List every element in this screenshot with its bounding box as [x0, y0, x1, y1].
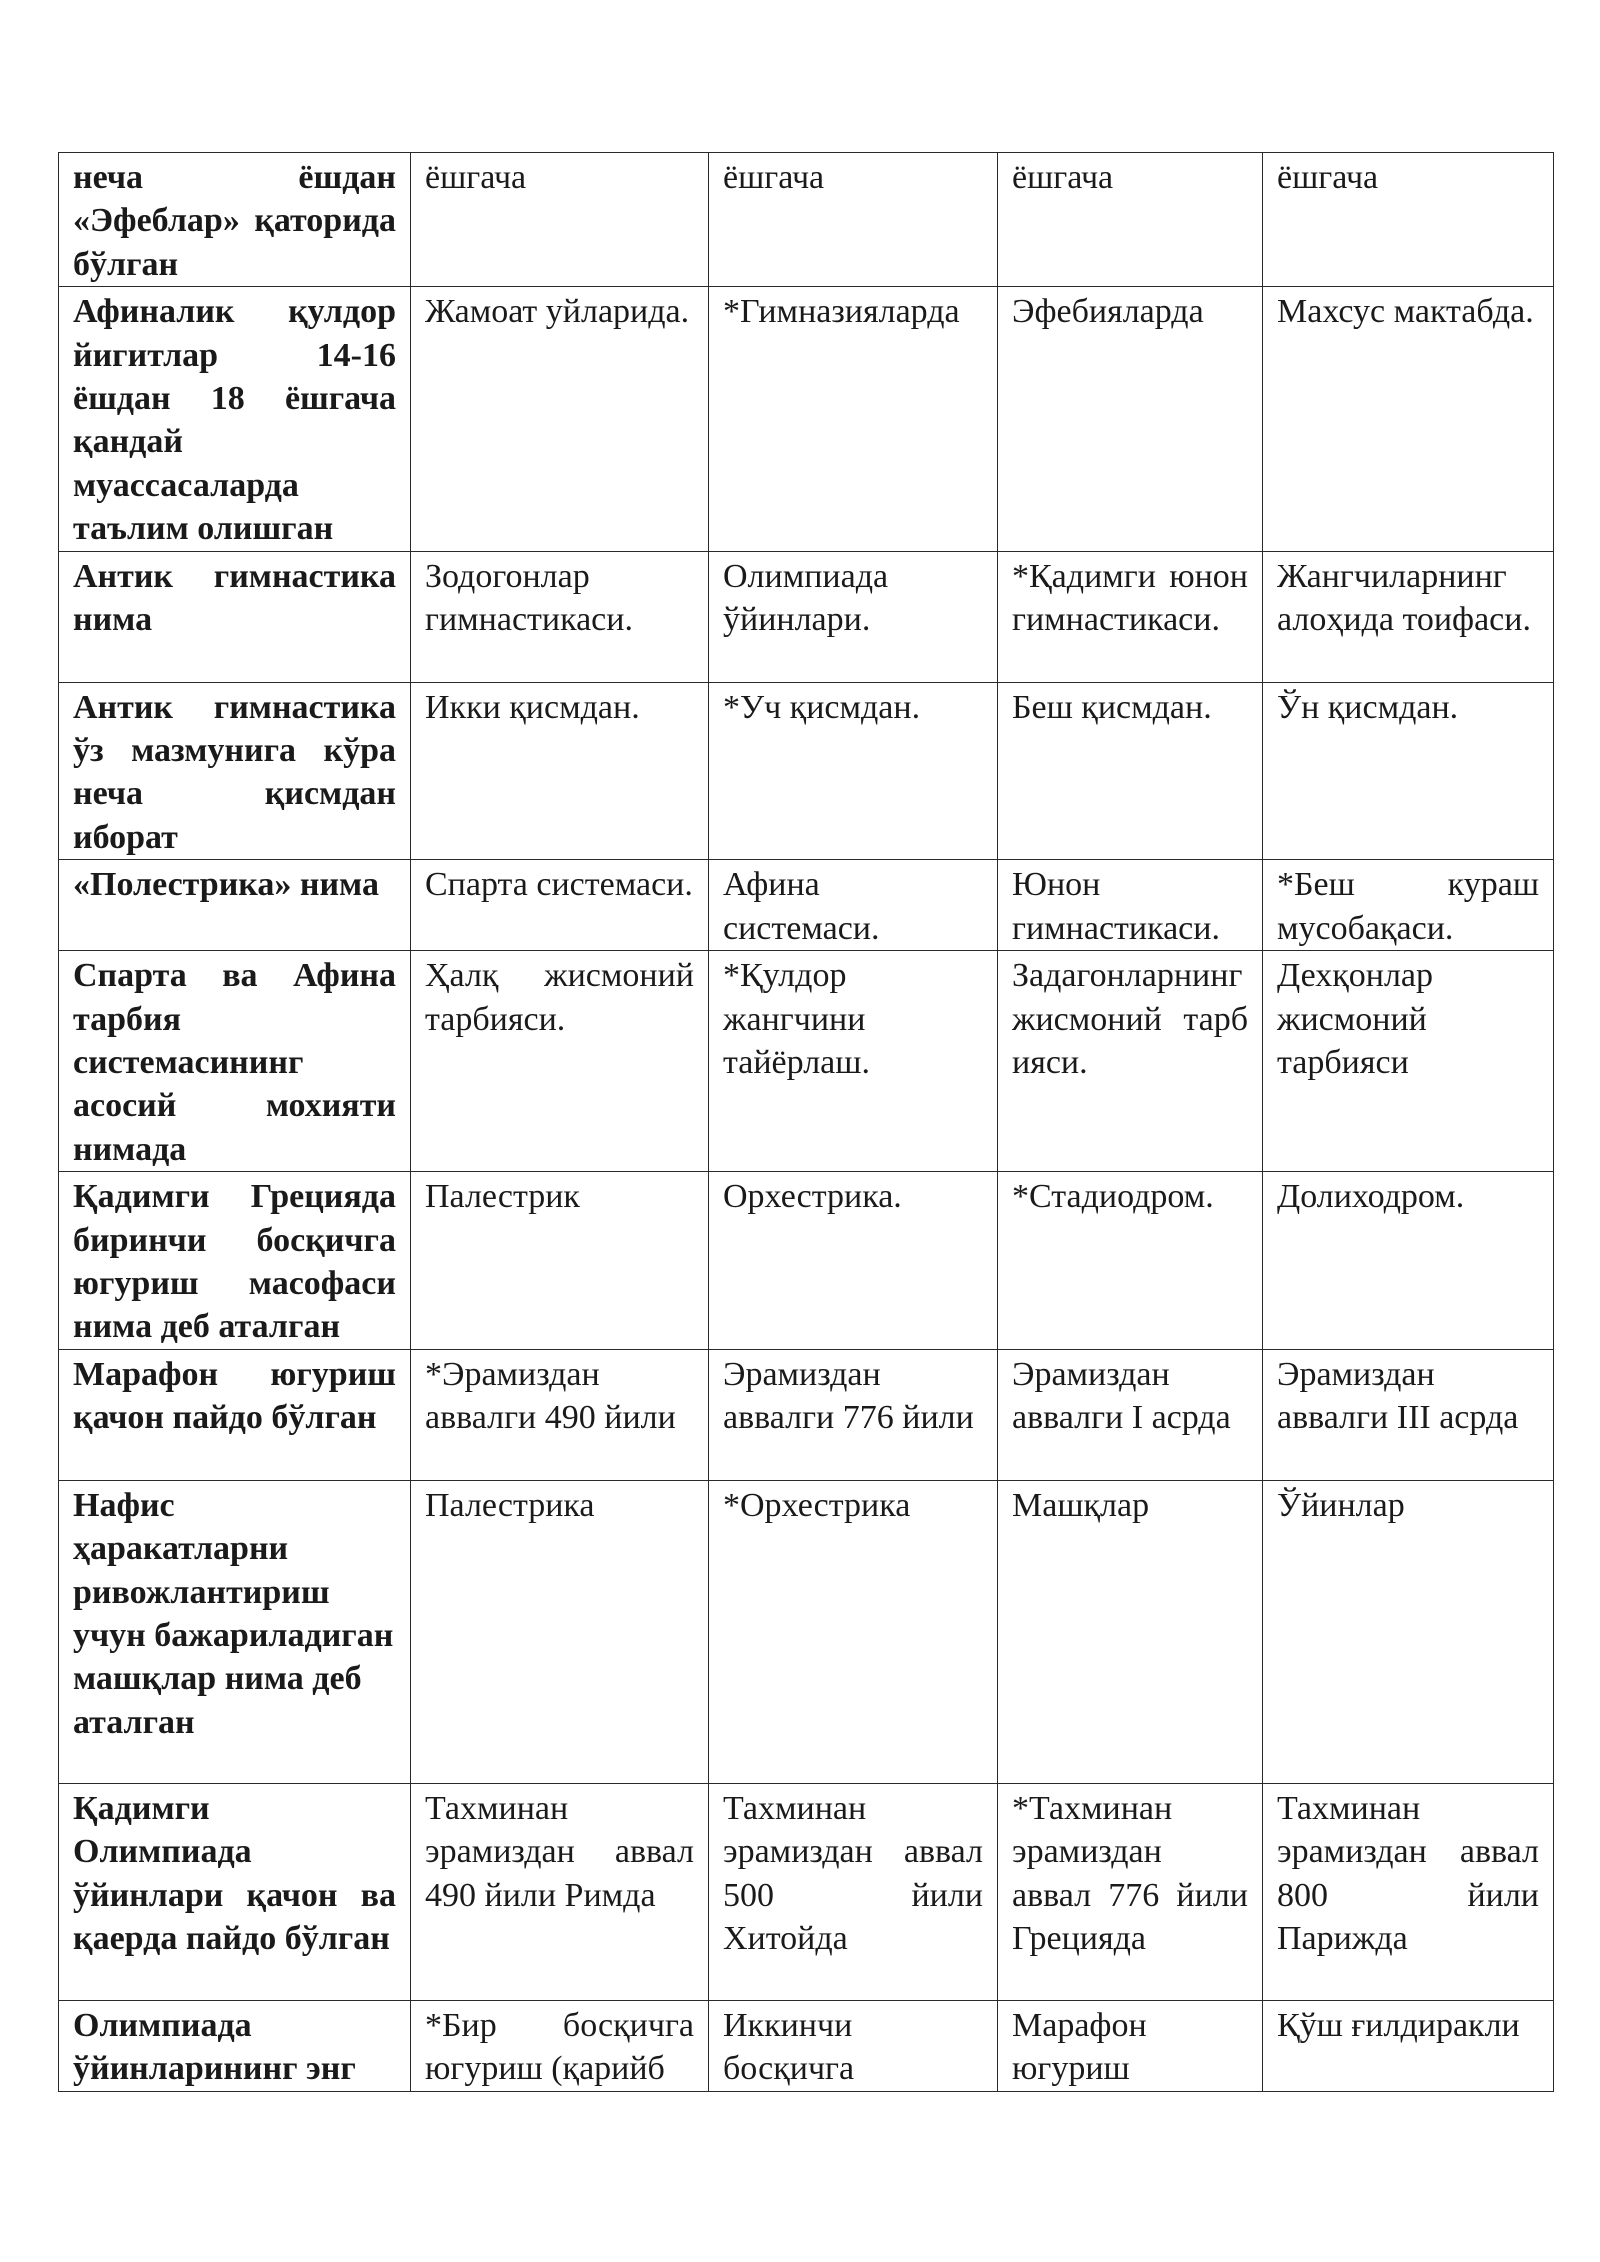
answer-text: Жамоат уйларида.: [425, 293, 690, 331]
answer-cell-c: [998, 551, 1263, 682]
answer-text: *Бир босқичга югуриш (қарийб: [425, 2006, 694, 2088]
answer-text: Юнон гимнастикаси.: [1012, 866, 1220, 947]
question-cell: [59, 1783, 411, 2000]
answer-cell-d: [1263, 2000, 1554, 2091]
answer-cell-c: [998, 1349, 1263, 1480]
table-row: [59, 2000, 1554, 2091]
answer-cell-d: [1263, 1349, 1554, 1480]
answer-cell-d: [1263, 1172, 1554, 1350]
answer-cell-a: [411, 2000, 709, 2091]
answer-cell-a: [411, 1172, 709, 1350]
answer-cell-c: [998, 1783, 1263, 2000]
question-cell: [59, 287, 411, 551]
answer-cell-b: [709, 1480, 998, 1783]
answer-text: Дехқонлар жисмоний тарбияси: [1277, 957, 1434, 1081]
answer-cell-d: [1263, 287, 1554, 551]
answer-cell-d: [1263, 1783, 1554, 2000]
answer-cell-d: [1263, 153, 1554, 287]
answer-cell-c: [998, 860, 1263, 951]
question-cell: [59, 551, 411, 682]
answer-cell-a: [411, 860, 709, 951]
answer-cell-d: [1263, 860, 1554, 951]
answer-cell-d: [1263, 682, 1554, 860]
question-cell: [59, 1480, 411, 1783]
answer-text: *Эрамиздан аввалги 490 йили: [425, 1355, 676, 1437]
table-row: [59, 1783, 1554, 2000]
answer-text: Ўн қисмдан.: [1277, 688, 1459, 726]
table-row: [59, 951, 1554, 1172]
answer-text: *Уч қисмдан.: [723, 688, 921, 726]
answer-text: Иккинчи босқичга: [723, 2006, 855, 2088]
table-row: [59, 1172, 1554, 1350]
table-row: [59, 860, 1554, 951]
answer-text: Қўш ғилдиракли: [1277, 2006, 1520, 2044]
question-text: Қадимги Олимпиада ўйинлари қачон ва қаерда пайдо бўлган: [73, 1789, 396, 1957]
answer-text: Эрамиздан аввалги 776 йили: [723, 1355, 974, 1437]
question-text: Антик гимнастика ўз мазмунига кўра неча қисмдан иборат: [73, 688, 396, 856]
answer-text: Задагонларнинг жисмоний тарбияси.: [1012, 957, 1248, 1081]
answer-text: Долиходром.: [1277, 1178, 1465, 1216]
answer-cell-b: [709, 551, 998, 682]
question-text: неча ёшдан «Эфеблар» қаторида бўлган: [73, 159, 396, 283]
answer-text: Эрамиздан аввалги III асрда: [1277, 1355, 1519, 1437]
answer-cell-a: [411, 1349, 709, 1480]
answer-cell-a: [411, 1480, 709, 1783]
answer-text: ёшгача: [1277, 159, 1379, 196]
answer-cell-d: [1263, 951, 1554, 1172]
answer-cell-c: [998, 287, 1263, 551]
answer-text: *Беш кураш мусобақаси.: [1277, 866, 1539, 947]
answer-text: Ўйинлар: [1277, 1486, 1405, 1524]
question-cell: [59, 951, 411, 1172]
table-row: [59, 287, 1554, 551]
answer-cell-c: [998, 951, 1263, 1172]
answer-text: Тахминан эрамиздан аввал 490 йили Римда: [425, 1789, 694, 1914]
question-cell: [59, 2000, 411, 2091]
answer-text: Жангчиларнинг алоҳида тоифаси.: [1277, 557, 1531, 639]
answer-cell-c: [998, 153, 1263, 287]
answer-cell-c: [998, 682, 1263, 860]
answer-cell-a: [411, 1783, 709, 2000]
answer-cell-a: [411, 682, 709, 860]
question-cell: [59, 153, 411, 287]
answer-text: Олимпиада ўйинлари.: [723, 557, 889, 639]
table-row: [59, 682, 1554, 860]
table-row: [59, 551, 1554, 682]
question-text: Антик гимнастика нима: [73, 557, 396, 639]
answer-cell-a: [411, 287, 709, 551]
answer-text: *Тахминан эрамиздан аввал 776 йили Грецияда: [1012, 1789, 1248, 1957]
answer-cell-b: [709, 153, 998, 287]
answer-text: Тахминан эрамиздан аввал 800 йили Парижда: [1277, 1789, 1539, 1957]
answer-text: Марафон югуриш: [1012, 2006, 1147, 2088]
answer-text: Машқлар: [1012, 1486, 1150, 1524]
answer-cell-a: [411, 551, 709, 682]
answer-cell-b: [709, 2000, 998, 2091]
answer-text: *Стадиодром.: [1012, 1178, 1214, 1216]
answer-cell-b: [709, 951, 998, 1172]
question-cell: [59, 682, 411, 860]
answer-text: ёшгача: [425, 159, 527, 196]
answer-text: Орхестрика.: [723, 1178, 902, 1216]
answer-text: Эрамиздан аввалги I асрда: [1012, 1355, 1231, 1437]
answer-cell-b: [709, 1783, 998, 2000]
question-text: «Полестрика» нима: [73, 866, 379, 904]
answer-text: Палестрика: [425, 1486, 595, 1524]
table-row: [59, 1349, 1554, 1480]
answer-text: Палестрик: [425, 1178, 580, 1216]
answer-text: Спарта системаси.: [425, 866, 693, 904]
answer-cell-b: [709, 287, 998, 551]
answer-cell-b: [709, 1349, 998, 1480]
answer-text: Зодогонлар гимнастикаси.: [425, 557, 633, 639]
answer-text: ёшгача: [1012, 159, 1114, 196]
answer-cell-d: [1263, 551, 1554, 682]
question-text: Қадимги Грецияда биринчи босқичга югуриш масофаси нима деб аталган: [73, 1178, 396, 1346]
answer-cell-a: [411, 951, 709, 1172]
answer-text: *Гимназияларда: [723, 293, 960, 331]
question-text: Афиналик қулдор йигитлар 14-16 ёшдан 18 ёшгача қандай муассасаларда таълим олишган: [73, 293, 396, 548]
question-cell: [59, 1349, 411, 1480]
answer-cell-b: [709, 1172, 998, 1350]
answer-text: Афина системаси.: [723, 866, 880, 947]
answer-cell-a: [411, 153, 709, 287]
question-text: Спарта ва Афина тарбия системасининг асосий мохияти нимада: [73, 957, 396, 1168]
question-cell: [59, 860, 411, 951]
answer-text: *Орхестрика: [723, 1486, 911, 1524]
quiz-table: [58, 152, 1554, 2092]
question-cell: [59, 1172, 411, 1350]
answer-text: *Қадимги юнон гимнастикаси.: [1012, 557, 1248, 639]
table-row: [59, 153, 1554, 287]
answer-text: Эфебияларда: [1012, 293, 1204, 331]
question-text: Олимпиада ўйинларининг энг: [73, 2006, 356, 2088]
answer-text: Беш қисмдан.: [1012, 688, 1212, 726]
answer-cell-c: [998, 2000, 1263, 2091]
answer-cell-b: [709, 682, 998, 860]
question-text: Нафис ҳаракатларни ривожлантириш учун бажариладиган машқлар нима деб аталган: [73, 1486, 394, 1741]
answer-cell-c: [998, 1172, 1263, 1350]
answer-text: *Қулдор жангчини тайёрлаш.: [723, 957, 870, 1081]
answer-text: Ҳалқ жисмоний тарбияси.: [425, 957, 694, 1038]
answer-cell-c: [998, 1480, 1263, 1783]
answer-text: ёшгача: [723, 159, 825, 196]
question-text: Марафон югуриш қачон пайдо бўлган: [73, 1355, 396, 1437]
answer-text: Махсус мактабда.: [1277, 293, 1534, 331]
answer-text: Тахминан эрамиздан аввал 500 йили Хитойда: [723, 1789, 983, 1957]
answer-cell-d: [1263, 1480, 1554, 1783]
table-row: [59, 1480, 1554, 1783]
answer-cell-b: [709, 860, 998, 951]
answer-text: Икки қисмдан.: [425, 688, 640, 726]
